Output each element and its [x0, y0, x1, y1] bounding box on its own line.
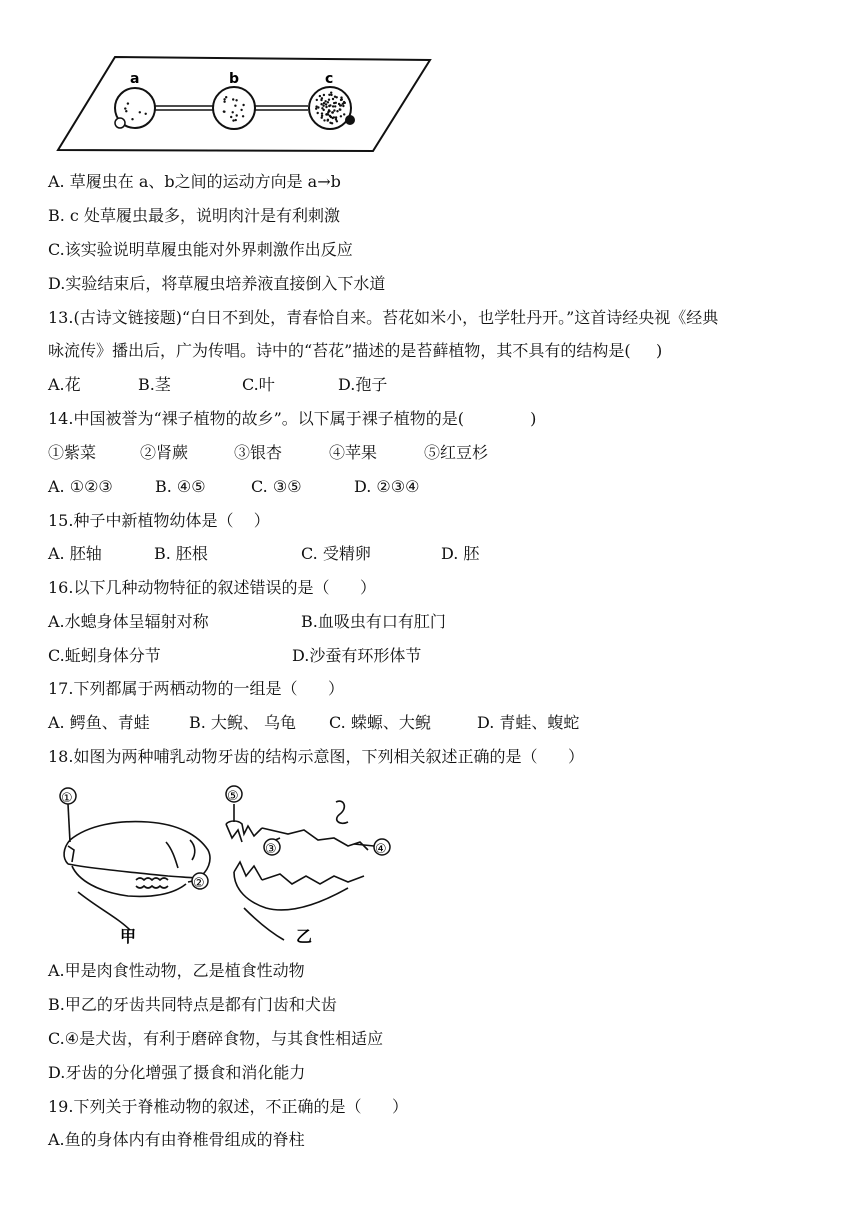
paramecium-dot: [325, 103, 327, 105]
label-c: c: [325, 71, 334, 87]
q14-option-d: D. ②③④: [354, 477, 420, 496]
paramecium-dot: [321, 107, 323, 109]
paramecium-dot: [125, 110, 127, 112]
label-a: a: [130, 71, 140, 87]
q18-option-c: C.④是犬齿，有利于磨碎食物，与其食性相适应: [48, 1029, 384, 1048]
q12-option-c: C.该实验说明草履虫能对外界刺激作出反应: [48, 240, 353, 259]
paramecium-dot: [328, 110, 330, 112]
q17-option-d: D. 青蛙、蝮蛇: [477, 713, 580, 732]
q14-item-2: ②肾蕨: [140, 443, 189, 462]
paramecium-dot: [325, 106, 327, 108]
q17-option-b: B. 大鲵、 乌龟: [189, 713, 297, 732]
q14-item-3: ③银杏: [234, 443, 283, 462]
label-3: ③: [265, 842, 277, 857]
paramecium-dot: [323, 119, 325, 121]
paramecium-dot: [344, 102, 346, 104]
slide-experiment-figure: [55, 55, 435, 155]
paramecium-dot: [232, 98, 234, 100]
q14-option-a: A. ①②③: [48, 477, 113, 496]
paramecium-dot: [340, 104, 342, 106]
q15-option-a: A. 胚轴: [48, 544, 102, 563]
q14-item-5: ⑤红豆杉: [424, 443, 489, 462]
paramecium-dot: [329, 122, 331, 124]
q17-option-c: C. 蝾螈、大鲵: [329, 713, 431, 732]
q18-option-d: D.牙齿的分化增强了摄食和消化能力: [48, 1063, 306, 1082]
paramecium-dot: [327, 101, 329, 103]
paramecium-dot: [240, 109, 242, 111]
q16-stem: 16.以下几种动物特征的叙述错误的是（ ）: [48, 578, 376, 597]
caption-yi: 乙: [296, 927, 313, 946]
label-5: ⑤: [227, 789, 239, 804]
paramecium-dot: [319, 95, 321, 97]
paramecium-dot: [242, 104, 244, 106]
q14-stem: 14.中国被誉为“裸子植物的故乡”。以下属于裸子植物的是( ): [48, 409, 537, 428]
paramecium-dot: [327, 119, 329, 121]
q13-stem-line1: 13.(古诗文链接题)“白日不到处，青春恰自来。苔花如米小，也学牡丹开。”这首诗经央视《经典: [48, 308, 719, 327]
paramecium-dot: [332, 105, 334, 107]
q15-option-c: C. 受精卵: [301, 544, 371, 563]
paramecium-dot: [330, 92, 332, 94]
paramecium-dot: [230, 116, 232, 118]
paramecium-dot: [124, 107, 126, 109]
paramecium-dot: [317, 112, 319, 114]
paramecium-dot: [139, 111, 141, 113]
paramecium-dot: [232, 119, 234, 121]
paramecium-dot: [332, 98, 334, 100]
paramecium-dot: [335, 102, 337, 104]
q14-item-4: ④苹果: [329, 443, 378, 462]
q19-stem: 19.下列关于脊椎动物的叙述，不正确的是（ ）: [48, 1097, 408, 1116]
paramecium-dot: [334, 105, 336, 107]
label-1: ①: [61, 791, 73, 806]
paramecium-dot: [223, 101, 225, 103]
paramecium-dot: [223, 98, 225, 100]
paramecium-dot: [330, 94, 332, 96]
q16-option-c: C.蚯蚓身体分节: [48, 646, 161, 665]
caption-jia: 甲: [120, 927, 137, 946]
paramecium-dot: [343, 113, 345, 115]
paramecium-dot: [127, 102, 129, 104]
paramecium-dot: [131, 118, 133, 120]
paramecium-dot: [236, 114, 238, 116]
q15-option-d: D. 胚: [441, 544, 480, 563]
q18-stem: 18.如图为两种哺乳动物牙齿的结构示意图，下列相关叙述正确的是（ ）: [48, 747, 584, 766]
paramecium-dot: [321, 112, 323, 114]
teeth-figure: [48, 780, 408, 955]
q14-option-b: B. ④⑤: [155, 477, 206, 496]
q18-option-b: B.甲乙的牙齿共同特点是都有门齿和犬齿: [48, 995, 337, 1014]
q17-option-a: A. 鳄鱼、青蛙: [48, 713, 150, 732]
q18-option-a: A.甲是肉食性动物，乙是植食性动物: [48, 961, 305, 980]
paramecium-dot: [321, 117, 323, 119]
paramecium-dot: [315, 105, 317, 107]
paramecium-dot: [328, 99, 330, 101]
q13-option-d: D.孢子: [338, 375, 388, 394]
paramecium-dot: [232, 111, 234, 113]
paramecium-dot: [332, 117, 334, 119]
paramecium-dot: [320, 99, 322, 101]
q16-option-d: D.沙蚕有环形体节: [292, 646, 422, 665]
paramecium-dot: [335, 116, 337, 118]
paramecium-dot: [331, 111, 333, 113]
paramecium-dot: [235, 119, 237, 121]
paramecium-dot: [328, 94, 330, 96]
paramecium-dot: [320, 103, 322, 105]
q12-option-b: B. c 处草履虫最多，说明肉汁是有利刺激: [48, 206, 340, 225]
q19-option-a: A.鱼的身体内有由脊椎骨组成的脊柱: [48, 1130, 305, 1149]
herbivore-skull-jia: [64, 804, 210, 930]
salt-crystal: [115, 118, 125, 128]
q17-stem: 17.下列都属于两栖动物的一组是（ ）: [48, 679, 344, 698]
paramecium-dot: [223, 111, 225, 113]
q15-stem: 15.种子中新植物幼体是（ ）: [48, 511, 270, 530]
q12-option-d: D.实验结束后，将草履虫培养液直接倒入下水道: [48, 274, 386, 293]
q12-option-a: A. 草履虫在 a、b之间的运动方向是 a→b: [48, 172, 341, 191]
paramecium-dot: [334, 96, 336, 98]
paramecium-dot: [315, 108, 317, 110]
q13-option-c: C.叶: [242, 375, 275, 394]
q16-option-a: A.水螅身体呈辐射对称: [48, 612, 209, 631]
paramecium-dot: [336, 110, 338, 112]
q14-item-1: ①紫菜: [48, 443, 97, 462]
paramecium-dot: [316, 99, 318, 101]
paramecium-dot: [324, 100, 326, 102]
q15-option-b: B. 胚根: [154, 544, 208, 563]
paramecium-dot: [322, 105, 324, 107]
paramecium-dot: [234, 105, 236, 107]
label-4: ④: [375, 842, 387, 857]
paramecium-dot: [323, 102, 325, 104]
paramecium-dot: [242, 115, 244, 117]
q13-stem-line2: 咏流传》播出后，广为传唱。诗中的“苔花”描述的是苔藓植物，其不具有的结构是( ): [48, 341, 663, 360]
meat-broth-drop: [345, 115, 355, 125]
paramecium-dot: [323, 94, 325, 96]
q14-option-c: C. ③⑤: [251, 477, 302, 496]
paramecium-dot: [340, 96, 342, 98]
carnivore-skull-yi: [226, 801, 374, 940]
drop-b: [213, 87, 255, 129]
paramecium-dot: [329, 104, 331, 106]
label-2: ②: [193, 876, 205, 891]
q13-option-a: A.花: [48, 375, 81, 394]
paramecium-dot: [145, 113, 147, 115]
q13-option-b: B.茎: [138, 375, 171, 394]
label-b: b: [229, 71, 240, 87]
paramecium-dot: [339, 109, 341, 111]
paramecium-dot: [342, 105, 344, 107]
paramecium-dot: [340, 115, 342, 117]
paramecium-dot: [333, 109, 335, 111]
paramecium-dot: [235, 99, 237, 101]
paramecium-dot: [327, 113, 329, 115]
paramecium-dot: [225, 96, 227, 98]
q16-option-b: B.血吸虫有口有肛门: [301, 612, 446, 631]
